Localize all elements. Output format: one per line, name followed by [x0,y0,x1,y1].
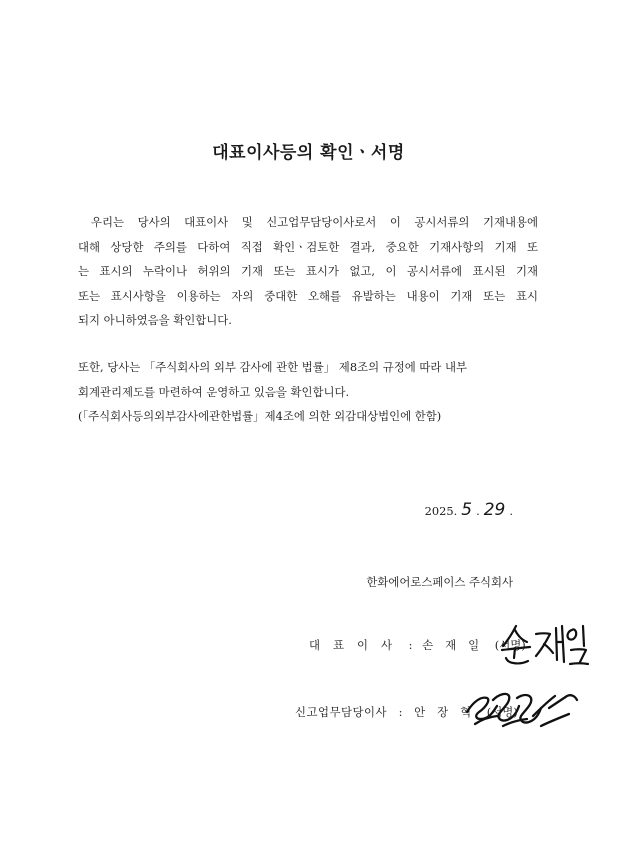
confirmation-paragraph [78,210,538,333]
company-name: 한화에어로스페이스 주식회사 [366,575,513,589]
ceo-signature-line [309,637,526,653]
document-date [425,500,513,520]
reporting-officer-separator: : [398,705,403,719]
reporting-officer-name: 안장혁 [414,705,484,719]
ceo-separator: : [408,638,413,652]
ceo-handwritten-signature [498,620,593,668]
paragraph-line: 또는 표시사항을 이용하는 자의 중대한 오해를 유발하는 내용이 기재 또는 표시 [78,288,538,303]
reporting-officer-role: 신고업무담당이사 [295,705,388,719]
reporting-officer-seal-label: (서명) [486,705,518,719]
paragraph-line: 회계관리제도를 마련하여 운영하고 있음을 확인합니다. [78,384,350,399]
ceo-seal-label: (서명) [494,638,526,652]
paragraph-line: 는 표시의 누락이나 허위의 기재 또는 표시가 없고, 이 공시서류에 표시된 기재 [78,264,538,279]
internal-control-paragraph [78,355,538,429]
paragraph-line: 되지 아니하였음을 확인합니다. [78,313,232,328]
paragraph-line: 대해 상당한 주의를 다하여 직접 확인ㆍ검토한 결과, 중요한 기재사항의 기재 또 [78,239,538,254]
date-month-handwritten: 5 [461,500,473,520]
date-year: 2025. [424,504,458,518]
paragraph-note: (「주식회사등의외부감사에관한법률」제4조에 의한 외감대상법인에 한함) [78,409,442,424]
reporting-officer-handwritten-signature [463,686,581,732]
ceo-role: 대표이사 [309,638,406,652]
paragraph-line: 우리는 당사의 대표이사 및 신고업무담당이사로서 이 공시서류의 기재내용에 [91,215,538,229]
ceo-name: 손재일 [422,638,492,652]
date-end: . [509,504,513,518]
document-title: 대표이사등의 확인ㆍ서명 [212,143,405,163]
date-separator: . [476,504,480,518]
date-day-handwritten: 29 [483,500,506,520]
paragraph-line: 또한, 당사는 「주식회사의 외부 감사에 관한 법률」 제8조의 규정에 따라 내부 [78,360,467,374]
